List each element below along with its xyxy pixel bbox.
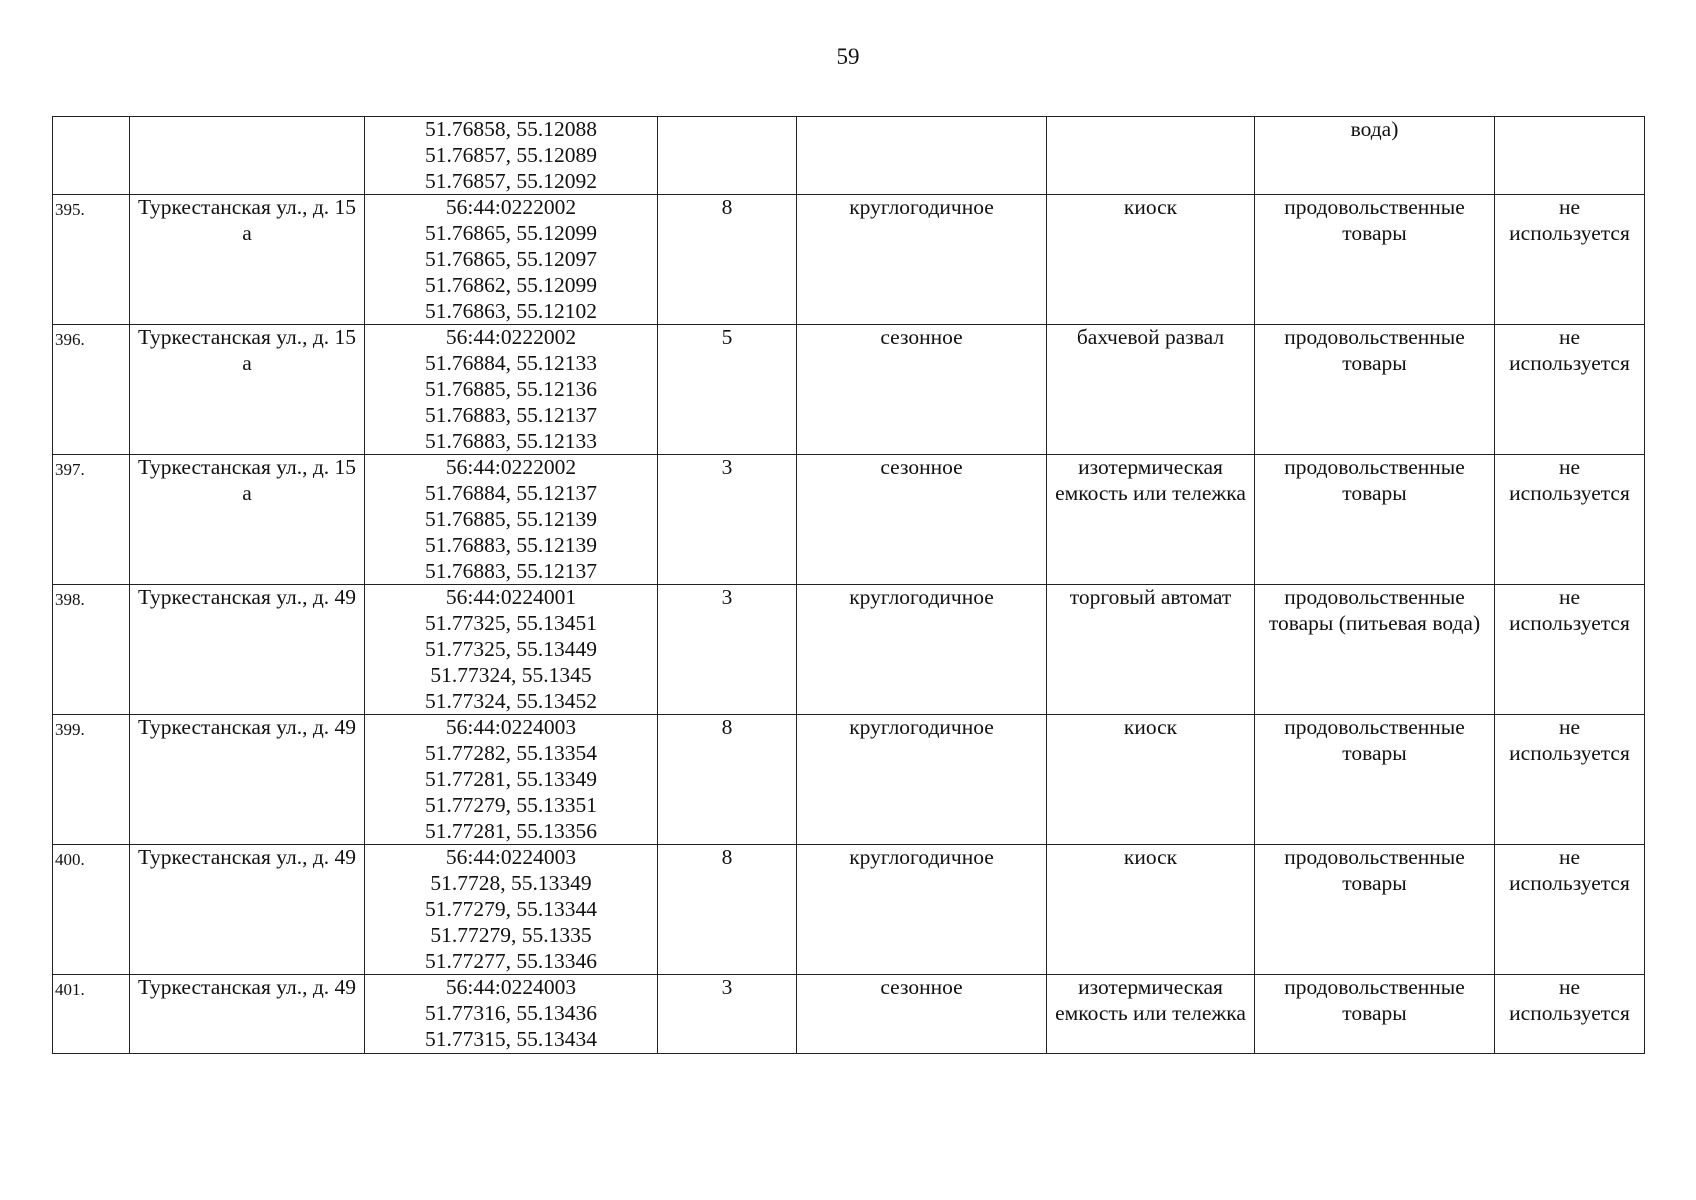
address-cell: Туркестанская ул., д. 15 а [130, 195, 365, 325]
table-row [53, 195, 1645, 325]
status-cell: не используется [1495, 975, 1645, 1053]
coordinate-line: 51.76883, 55.12137 [425, 558, 597, 583]
coordinate-line: 51.76883, 55.12137 [425, 402, 597, 427]
row-number-cell: 398. [53, 585, 130, 715]
coordinates-cell [365, 325, 658, 455]
area-cell: 8 [658, 195, 797, 325]
area-cell: 8 [658, 715, 797, 845]
table-row [53, 975, 1645, 1053]
cadastral-number: 56:44:0224003 [445, 845, 577, 870]
coordinate-line: 51.77315, 55.13434 [425, 1026, 597, 1051]
specialization-cell: продовольственные товары [1255, 715, 1495, 845]
cadastral-number: 56:44:0224003 [445, 975, 577, 1000]
row-number-cell [53, 117, 130, 195]
specialization-cell: продовольственные товары [1255, 975, 1495, 1053]
coordinate-line: 51.77324, 55.1345 [430, 662, 592, 687]
address-cell: Туркестанская ул., д. 49 [130, 975, 365, 1053]
status-cell [1495, 117, 1645, 195]
area-cell: 3 [658, 975, 797, 1053]
cadastral-number: 56:44:0222002 [445, 455, 577, 480]
specialization-cell: продовольственные товары [1255, 455, 1495, 585]
row-number-cell: 395. [53, 195, 130, 325]
specialization-cell: продовольственные товары [1255, 325, 1495, 455]
cadastral-number: 56:44:0222002 [445, 325, 577, 350]
coordinate-line: 51.77324, 55.13452 [425, 688, 597, 713]
specialization-cell: продовольственные товары [1255, 195, 1495, 325]
object-type-cell: киоск [1047, 715, 1255, 845]
address-cell: Туркестанская ул., д. 15 а [130, 325, 365, 455]
cadastral-number: 56:44:0224001 [445, 585, 577, 610]
period-cell: круглогодичное [797, 715, 1047, 845]
coordinate-line: 51.77279, 55.13344 [425, 896, 597, 921]
table-row [53, 585, 1645, 715]
coordinate-line: 51.77282, 55.13354 [425, 741, 597, 766]
table-row [53, 117, 1645, 195]
object-type-cell: киоск [1047, 195, 1255, 325]
area-cell [658, 117, 797, 195]
coordinate-line: 51.76858, 55.12088 [425, 117, 597, 141]
coordinate-line: 51.77279, 55.13351 [425, 792, 597, 817]
row-number-cell: 399. [53, 715, 130, 845]
coordinates-cell [365, 117, 658, 195]
status-cell: не используется [1495, 585, 1645, 715]
object-type-cell [1047, 117, 1255, 195]
coordinate-line: 51.76884, 55.12137 [425, 481, 597, 506]
coordinate-line: 51.76883, 55.12139 [425, 532, 597, 557]
object-type-cell: киоск [1047, 845, 1255, 975]
status-cell: не используется [1495, 195, 1645, 325]
object-type-cell: бахчевой развал [1047, 325, 1255, 455]
table-row [53, 325, 1645, 455]
status-cell: не используется [1495, 325, 1645, 455]
coordinate-line: 51.76865, 55.12099 [425, 221, 597, 246]
coordinate-line: 51.76862, 55.12099 [425, 272, 597, 297]
address-cell: Туркестанская ул., д. 49 [130, 845, 365, 975]
coordinate-line: 51.77277, 55.13346 [425, 948, 597, 973]
period-cell: сезонное [797, 975, 1047, 1053]
coordinate-line: 51.76865, 55.12097 [425, 246, 597, 271]
coordinates-cell [365, 975, 658, 1053]
coordinate-line: 51.77281, 55.13356 [425, 818, 597, 843]
coordinate-line: 51.77325, 55.13451 [425, 611, 597, 636]
coordinate-line: 51.76885, 55.12136 [425, 376, 597, 401]
object-type-cell: изотермическая емкость или тележка [1047, 975, 1255, 1053]
area-cell: 3 [658, 585, 797, 715]
page-number: 59 [836, 44, 860, 69]
coordinate-line: 51.7728, 55.13349 [430, 871, 592, 896]
address-cell: Туркестанская ул., д. 49 [130, 585, 365, 715]
table-row [53, 845, 1645, 975]
row-number-cell: 396. [53, 325, 130, 455]
row-number-cell: 400. [53, 845, 130, 975]
coordinate-line: 51.76857, 55.12089 [425, 142, 597, 167]
specialization-cell: продовольственные товары (питьевая вода) [1255, 585, 1495, 715]
address-cell: Туркестанская ул., д. 15 а [130, 455, 365, 585]
status-cell: не используется [1495, 455, 1645, 585]
coordinate-line: 51.76885, 55.12139 [425, 506, 597, 531]
cadastral-number: 56:44:0222002 [445, 195, 577, 220]
period-cell: сезонное [797, 455, 1047, 585]
specialization-cell: продовольственные товары [1255, 845, 1495, 975]
address-cell: Туркестанская ул., д. 49 [130, 715, 365, 845]
area-cell: 3 [658, 455, 797, 585]
coordinate-line: 51.77279, 55.1335 [430, 922, 592, 947]
period-cell: круглогодичное [797, 585, 1047, 715]
coordinates-cell [365, 585, 658, 715]
period-cell [797, 117, 1047, 195]
coordinates-cell [365, 715, 658, 845]
coordinate-line: 51.77325, 55.13449 [425, 636, 597, 661]
table-row [53, 455, 1645, 585]
period-cell: круглогодичное [797, 195, 1047, 325]
coordinate-line: 51.77281, 55.13349 [425, 766, 597, 791]
coordinate-line: 51.77316, 55.13436 [425, 1001, 597, 1026]
coordinates-cell [365, 455, 658, 585]
coordinate-line: 51.76883, 55.12133 [425, 428, 597, 453]
status-cell: не используется [1495, 845, 1645, 975]
row-number-cell: 397. [53, 455, 130, 585]
row-number-cell: 401. [53, 975, 130, 1053]
period-cell: сезонное [797, 325, 1047, 455]
coordinates-cell [365, 845, 658, 975]
retail-locations-table [52, 116, 1645, 1054]
coordinate-line: 51.76857, 55.12092 [425, 168, 597, 193]
object-type-cell: торговый автомат [1047, 585, 1255, 715]
address-cell [130, 117, 365, 195]
object-type-cell: изотермическая емкость или тележка [1047, 455, 1255, 585]
area-cell: 5 [658, 325, 797, 455]
coordinate-line: 51.76863, 55.12102 [425, 298, 597, 323]
area-cell: 8 [658, 845, 797, 975]
period-cell: круглогодичное [797, 845, 1047, 975]
status-cell: не используется [1495, 715, 1645, 845]
specialization-cell: вода) [1255, 117, 1495, 195]
table-row [53, 715, 1645, 845]
cadastral-number: 56:44:0224003 [445, 715, 577, 740]
coordinate-line: 51.76884, 55.12133 [425, 351, 597, 376]
coordinates-cell [365, 195, 658, 325]
